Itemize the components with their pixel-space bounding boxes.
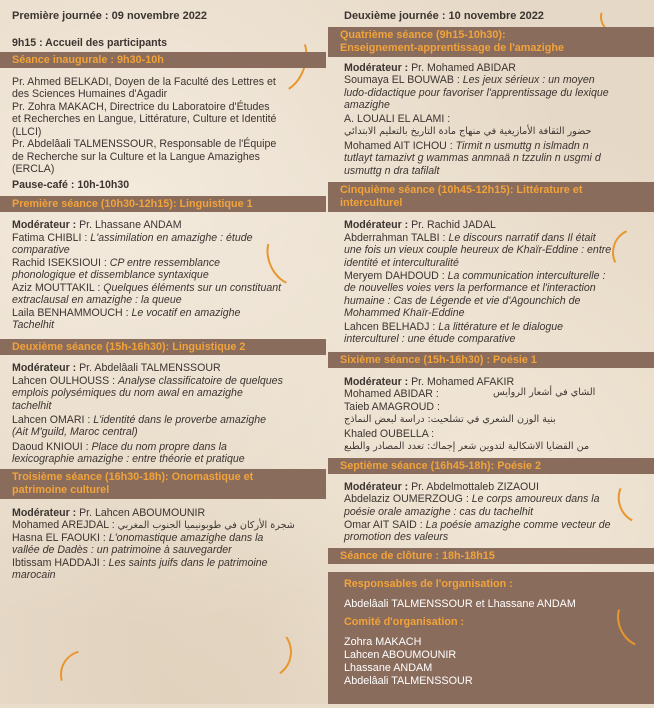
coffee-break: Pause-café : 10h-10h30 [12,179,130,191]
speaker-line: (LLCI) [12,126,42,138]
session-title: patrimoine culturel [12,483,110,496]
session-4-bar [328,27,654,57]
committee-member: Lahcen ABOUMOUNIR [344,649,457,661]
talk-line: حضور الثقافة الأمازيغية في منهاج مادة التاريخ بالتعليم الابتدائي [344,126,592,137]
talk-line: emplois polysémiques du nom awal en amazighe [12,387,243,399]
speaker-line: Pr. Abdelâali TALMENSSOUR, Responsable de l'Équipe [12,138,277,150]
session-2-bar [0,339,326,355]
talk-line: phonologique et dissemblance syntaxique [12,269,209,281]
speaker-line: Pr. Ahmed BELKADI, Doyen de la Faculté des Lettres et [12,76,276,88]
speaker-line: de Recherche sur la Culture et la Langue Amazighes [12,151,260,163]
moderator-line: Modérateur : Pr. Rachid JADAL [344,219,496,231]
talk-line: vallée de Dadès : un patrimoine à sauvegarder [12,544,232,556]
session-title: Troisième séance (16h30-18h): Onomastique et [12,471,254,483]
talk-line: Lahcen BELHADJ : La littérature et le dialogue [344,321,564,333]
committee-member: Abdelâali TALMENSSOUR [344,675,473,687]
session-title: interculturel [340,196,403,209]
talk-line: tachelhit [12,400,52,412]
talk-line: A. LOUALI EL ALAMI : [344,113,451,125]
talk-line: Hasna EL FAOUKI : L'onomastique amazighe dans la [12,532,264,544]
talk-line: Taieb AMAGROUD : [344,401,440,413]
talk-line: interculturel : une étude comparative [344,333,516,345]
talk-line: Omar AIT SAID : La poésie amazighe comme vecteur de [344,519,611,531]
moderator-line: Modérateur : Pr. Mohamed AFAKIR [344,376,515,388]
talk-line: (Ait M'guild, Maroc central) [12,426,138,438]
talk-line: extraclausal en amazighe : la queue [12,294,182,306]
session-1-bar [0,196,326,212]
session-7-bar [328,458,654,474]
decorative-arc [609,587,654,655]
talk-line: marocain [12,569,56,581]
inaugural-session-bar [0,52,326,68]
session-6-bar [328,352,654,368]
speaker-line: (ERCLA) [12,163,55,175]
talk-line: ludo-didactique pour favoriser l'apprentissage du lexique [344,87,609,99]
session-title: Quatrième séance (9h15-10h30): [340,29,506,41]
moderator-line: Modérateur : Pr. Lhassane ANDAM [12,219,182,231]
committee-member: Lhassane ANDAM [344,662,433,674]
talk-line: promotion des valeurs [344,531,449,543]
day2-title: Deuxième journée : 10 novembre 2022 [344,10,544,22]
talk-line: Tachelhit [12,319,55,331]
closing-session-bar [328,548,654,564]
session-title: Séance de clôture : 18h-18h15 [340,550,495,562]
talk-line: poésie orale amazighe : cas du tachelhit [344,506,534,518]
talk-line: Mohamed ABIDAR : [344,388,439,400]
moderator-line: Modérateur : Pr. Abdelâali TALMENSSOUR [12,362,221,374]
talk-line: Mohammed Khaïr-Eddine [344,307,465,319]
talk-line: tutlayt tamazivt g wammas anmnaä n tzzulin n usgmi d [344,152,601,164]
talk-line: Ibtissam HADDAJI : Les saints juifs dans le patrimoine [12,557,268,569]
talk-line: Soumaya EL BOUWAB : Les jeux sérieux : un moyen [344,74,595,86]
welcome-line: 9h15 : Accueil des participants [12,37,168,49]
talk-line: Daoud KNIOUI : Place du nom propre dans la [12,441,227,453]
session-5-bar [328,182,654,212]
talk-line: lexicographie amazighe : entre théorie et pratique [12,453,245,465]
session-title: Cinquième séance (10h45-12h15): Littérature et [340,184,583,196]
talk-line: من القضايا الاشكالية لتدوين شعر إجماك: تعدد المصادر والطبع [344,441,590,452]
talk-line: Mohamed AIT ICHOU : Tirmit n usmuttg n islmadn n [344,140,589,152]
talk-line: بنية الوزن الشعري في تشلحيت: دراسة لبعض النماذج [344,414,556,425]
talk-line: Meryem DAHDOUD : La communication interculturelle : [344,270,606,282]
talk-line: Lahcen OMARI : L'identité dans le proverbe amazighe [12,414,267,426]
talk-line: Abdelaziz OUMERZOUG : Le corps amoureux dans la [344,493,600,505]
talk-line: الشاي في أشعار الروايس [493,387,596,398]
session-title: Sixième séance (15h-16h30) : Poésie 1 [340,354,537,366]
moderator-line: Modérateur : Pr. Mohamed ABIDAR [344,62,516,74]
organisers-names: Abdelâali TALMENSSOUR et Lhassane ANDAM [344,598,576,610]
session-title: Enseignement-apprentissage de l'amazighe [340,41,564,54]
talk-line: Mohamed AREJDAL : شجرة الأركان في طوبونيميا الجنوب المغربي [12,519,295,531]
organisation-box [328,572,654,704]
talk-line: de nouvelles voies vers la performance et l'interaction [344,282,596,294]
session-title: Septième séance (16h45-18h): Poésie 2 [340,460,542,472]
committee-title: Comité d'organisation : [344,616,465,628]
talk-line: usmuttg n dra tafilalt [344,165,440,177]
speaker-line: des Sciences Humaines d'Agadir [12,88,168,100]
committee-member: Zohra MAKACH [344,636,422,648]
talk-line: Rachid ISEKSIOUI : CP entre ressemblance [12,257,221,269]
talk-line: amazighe [344,99,390,111]
organisers-title: Responsables de l'organisation : [344,578,513,590]
session-title: Première séance (10h30-12h15): Linguistique 1 [12,198,253,210]
talk-line: identité et interculturalité [344,257,459,269]
talk-line: comparative [12,244,70,256]
session-3-bar [0,469,326,499]
talk-line: une fois un vieux couple heureux de Khaïr-Eddine : entre [344,244,612,256]
talk-line: Aziz MOUTTAKIL : Quelques éléments sur un constituant [12,282,282,294]
session-title: Deuxième séance (15h-16h30): Linguistique 2 [12,341,246,353]
moderator-line: Modérateur : Pr. Abdelmottaleb ZIZAOUI [344,481,539,493]
talk-line: Fatima CHIBLI : L'assimilation en amazighe : étude [12,232,253,244]
moderator-line: Modérateur : Pr. Lahcen ABOUMOUNIR [12,507,206,519]
talk-line: Laila BENHAMMOUCH : Le vocatif en amazighe [12,307,241,319]
talk-line: humaine : Cas de Légende et vie d'Agounchich de [344,295,581,307]
talk-line: Lahcen OULHOUSS : Analyse classificatoire de quelques [12,375,283,387]
talk-line: Khaled OUBELLA : [344,428,435,440]
speaker-line: Pr. Zohra MAKACH, Directrice du Laboratoire d'Études [12,101,270,113]
talk-line: Abderrahman TALBI : Le discours narratif dans Il était [344,232,596,244]
day1-title: Première journée : 09 novembre 2022 [12,10,208,22]
speaker-line: et Recherches en Langue, Littérature, Culture et Identité [12,113,277,125]
session-title: Séance inaugurale : 9h30-10h [12,54,164,66]
